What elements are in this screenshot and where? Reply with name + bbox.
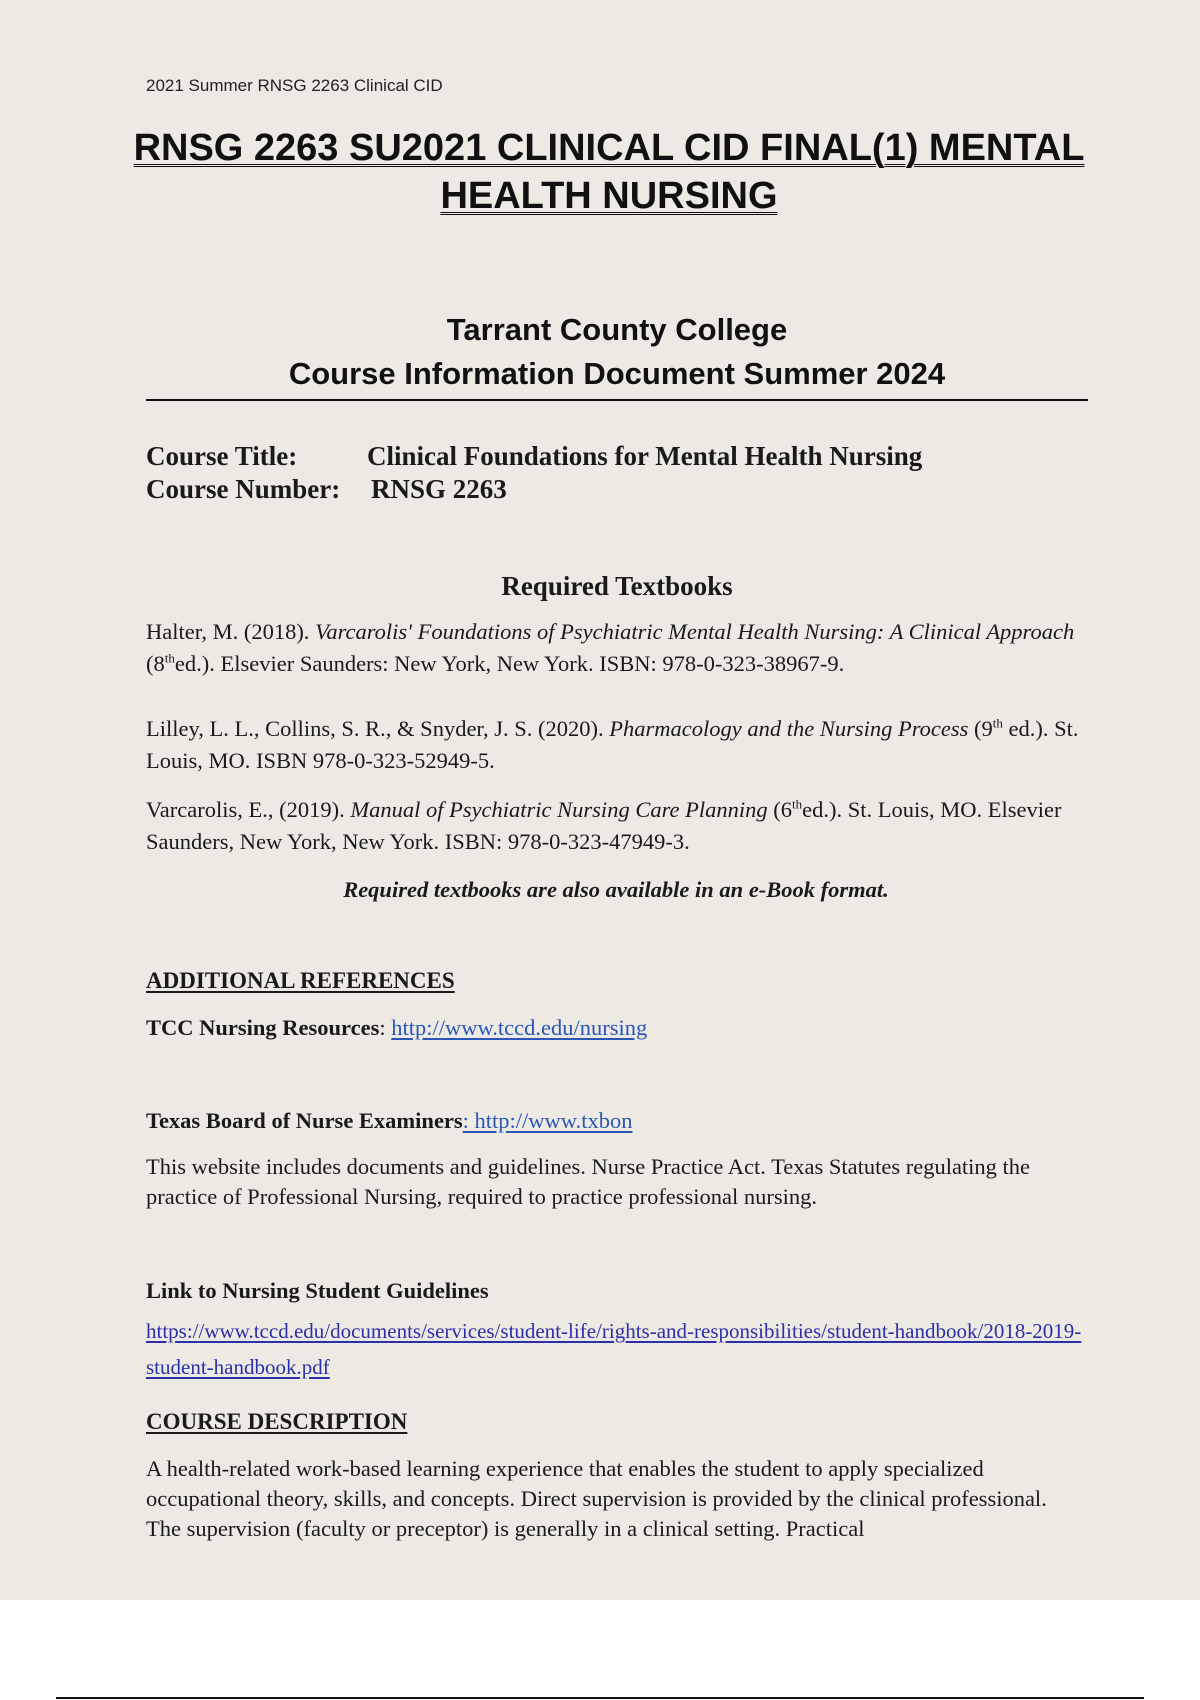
textbook-citation-3 (146, 794, 1086, 858)
page-break-rule (56, 1697, 1144, 1699)
citation-edition: (9 (968, 716, 993, 741)
course-description-text: A health-related work-based learning experience that enables the student to apply specialized occupational theory, skills, and concepts. Direct supervision is provided by the clinical professional. The supervision (faculty or preceptor) is generally in a clinical setting. Practical (146, 1456, 1047, 1541)
citation-publisher: ed.). St. Louis, MO. ISBN 978-0-323-52949-5. (146, 716, 1079, 773)
citation-publisher: ed.). St. Louis, MO. Elsevier Saunders, New York, New York. ISBN: 978-0-323-47949-3. (146, 797, 1062, 854)
guidelines-heading (146, 1278, 489, 1304)
citation-title: Pharmacology and the Nursing Process (609, 716, 969, 741)
course-number-label: Course Number: (146, 474, 341, 504)
course-number-row (146, 473, 922, 506)
heading-divider (146, 399, 1088, 401)
tcc-resources-label: TCC Nursing Resources (146, 1015, 380, 1040)
citation-publisher: ed.). Elsevier Saunders: New York, New York. ISBN: 978-0-323-38967-9. (174, 651, 845, 676)
course-number-value: RNSG 2263 (371, 474, 507, 504)
citation-author: Halter, M. (2018). (146, 619, 316, 644)
citation-author: Varcarolis, E., (2019). (146, 797, 351, 822)
course-description-heading: COURSE DESCRIPTION (146, 1409, 408, 1434)
bon-label: Texas Board of Nurse Examiners (146, 1108, 463, 1133)
citation-edition-suffix: th (164, 650, 175, 666)
citation-author: Lilley, L. L., Collins, S. R., & Snyder, J. S. (2020). (146, 716, 610, 741)
bon-description: This website includes documents and guidelines. Nurse Practice Act. Texas Statutes regulating the practice of Professional Nursing, required to practice professional nursing. (146, 1154, 1031, 1209)
course-info (146, 440, 922, 506)
title-line-2: HEALTH NURSING (440, 175, 778, 217)
college-name: Tarrant County College (446, 312, 788, 347)
title-line-1: RNSG 2263 SU2021 CLINICAL CID FINAL(1) MENTAL (133, 127, 1085, 169)
bon-link[interactable]: : http://www.txbon (462, 1108, 633, 1133)
course-title-value: Clinical Foundations for Mental Health Nursing (367, 441, 923, 471)
running-header: 2021 Summer RNSG 2263 Clinical CID (146, 76, 443, 95)
citation-title: Varcarolis' Foundations of Psychiatric Mental Health Nursing: A Clinical Approach (315, 619, 1075, 644)
textbook-citation-2 (146, 713, 1086, 777)
course-title-label: Course Title: (146, 441, 298, 471)
tcc-resources-separator: : (379, 1015, 392, 1040)
ebook-note: Required textbooks are also available in an e-Book format. (343, 877, 889, 902)
textbooks-heading: Required Textbooks (501, 571, 733, 601)
guidelines-link[interactable]: https://www.tccd.edu/documents/services/student-life/rights-and-responsibilities/student-handbook/2018-2019-student-handbook.pdf (146, 1319, 1082, 1379)
guidelines-label: Link to Nursing Student Guidelines (146, 1278, 489, 1303)
additional-references-heading: ADDITIONAL REFERENCES (146, 968, 455, 993)
tcc-resources-link[interactable]: http://www.tccd.edu/nursing (391, 1015, 648, 1040)
tcc-resources-line (146, 1015, 647, 1041)
citation-title: Manual of Psychiatric Nursing Care Planning (350, 797, 768, 822)
bon-line (146, 1108, 632, 1134)
textbook-citation-1 (146, 616, 1086, 680)
course-title-row (146, 440, 922, 473)
document-name: Course Information Document Summer 2024 (288, 356, 946, 391)
citation-edition: (8 (146, 651, 165, 676)
citation-edition-suffix: th (791, 796, 803, 812)
citation-edition: (6 (767, 797, 792, 822)
guidelines-link-wrapper (146, 1313, 1086, 1385)
college-heading (146, 308, 1088, 396)
citation-edition-suffix: th (992, 715, 1003, 731)
document-title (60, 124, 1158, 220)
